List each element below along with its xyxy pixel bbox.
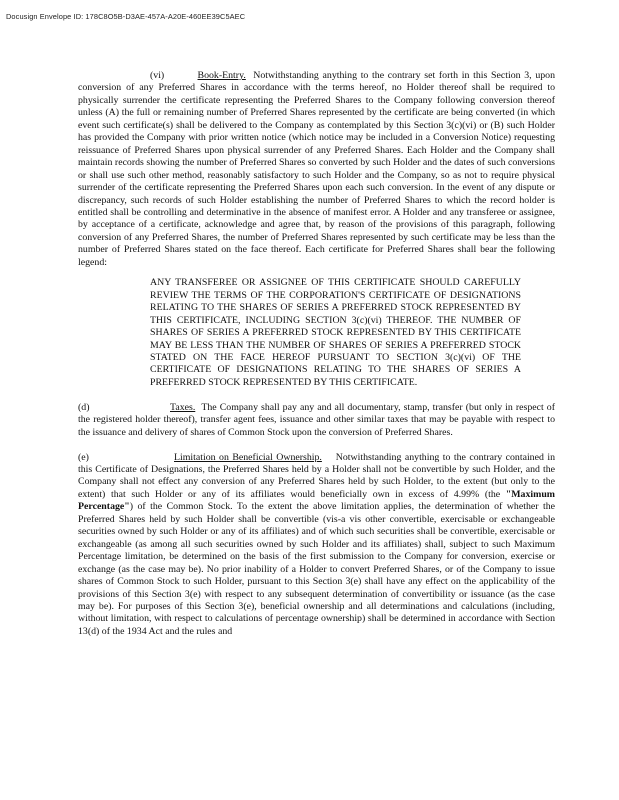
section-d-number: (d): [78, 401, 90, 413]
document-page: [78, 70, 555, 638]
section-vi-paragraph: [78, 70, 555, 269]
envelope-id: Docusign Envelope ID: 178C8O5B-D3AE-457A-A20E-460EE39C5AEC: [6, 12, 246, 21]
section-e-body-part-1: Notwithstanding anything to the contrary contained in this Certificate of Designations, the Preferred Shares held by a Holder shall not be convertible by such Holder, and the Company shall not effect any conversion of any Preferred Shares held by such Holder, to the extent (but only to the extent) that such Holder or any of its affiliates would beneficially own in excess of 4.99% (the: [78, 451, 556, 500]
section-d-heading: Taxes.: [170, 401, 196, 413]
section-e-paragraph: [78, 452, 555, 639]
section-vi-number: (vi): [150, 70, 165, 81]
section-d-body: The Company shall pay any and all documentary, stamp, transfer (but only in respect of the registered holder thereof), transfer agent fees, issuance and other similar taxes that may be payable with respect to the issuance and delivery of shares of Common Stock upon the conversion of Preferred Shares.: [78, 401, 555, 438]
section-e-number: (e): [78, 451, 89, 463]
certificate-legend: ANY TRANSFEREE OR ASSIGNEE OF THIS CERTIFICATE SHOULD CAREFULLY REVIEW THE TERMS OF THE CORPORATION'S CERTIFICATE OF DESIGNATIONS RELATING TO THE SHARES OF SERIES A PREFERRED STOCK REPRESENTED BY THIS CERTIFICATE, INCLUDING SECTION 3(c)(vi) THEREOF. THE NUMBER OF SHARES OF SERIES A PREFERRED STOCK REPRESENTED BY THIS CERTIFICATE MAY BE LESS THAN THE NUMBER OF SHARES OF SERIES A PREFERRED STOCK STATED ON THE FACE HEREOF PURSUANT TO SECTION 3(c)(vi) OF THE CERTIFICATE OF DESIGNATIONS RELATING TO THE SHARES OF SERIES A PREFERRED STOCK REPRESENTED BY THIS CERTIFICATE.: [150, 277, 521, 388]
section-e-heading: Limitation on Beneficial Ownership.: [174, 451, 322, 463]
section-e-body-part-2: ) of the Common Stock. To the extent the above limitation applies, the determination of whether the Preferred Shares held by such Holder shall be convertible (vis-a vis other convertible, exercisable or exchangeable securities owned by such Holder or any of its affiliates) and of which such securities shall be convertible, exercisable or exchangeable (as among all such securities owned by such Holder and its affiliates) shall, subject to such Maximum Percentage limitation, be determined on the basis of the first submission to the Company for conversion, exercise or exchange (as the case may be). No prior inability of a Holder to convert Preferred Shares, or of the Company to issue shares of Common Stock to such Holder, pursuant to this Section 3(e) shall have any effect on the applicability of the provisions of this Section 3(e) with respect to any subsequent determination of convertibility or issuance (as the case may be). For purposes of this Section 3(e), beneficial ownership and all determinations and calculations (including, without limitation, with respect to calculations of percentage ownership) shall be determined in accordance with Section 13(d) of the 1934 Act and the rules and: [78, 501, 555, 637]
maximum-percentage-term: "Maximum Percentage": [78, 488, 555, 513]
section-vi-body: Notwithstanding anything to the contrary set forth in this Section 3, upon conversion of any Preferred Shares in accordance with the terms hereof, no Holder thereof shall be required to physically surrender the certificate representing the Preferred Shares to the Company following conversion thereof unless (A) the full or remaining number of Preferred Shares represented by the certificate are being converted (in which event such certificate(s) shall be delivered to the Company as contemplated by this Section 3(c)(vi) or (B) such Holder has provided the Company with prior written notice (which notice may be included in a Conversion Notice) requesting reissuance of Preferred Shares upon physical surrender of any Preferred Shares. Each Holder and the Company shall maintain records showing the number of Preferred Shares so converted by such Holder and the dates of such conversions or shall use such other method, reasonably satisfactory to such Holder and the Company, so as not to require physical surrender of the certificate representing the Preferred Shares upon each such conversion. In the event of any dispute or discrepancy, such records of such Holder establishing the number of Preferred Shares to which the record holder is entitled shall be controlling and determinative in the absence of manifest error. A Holder and any transferee or assignee, by acceptance of a certificate, acknowledge and agree that, by reason of the provisions of this paragraph, following conversion of any Preferred Shares, the number of Preferred Shares represented by such certificate may be less than the number of Preferred Shares stated on the face thereof. Each certificate for Preferred Shares shall bear the following legend:: [78, 70, 556, 268]
section-d-paragraph: [78, 402, 555, 439]
section-vi-heading: Book-Entry.: [197, 70, 246, 81]
